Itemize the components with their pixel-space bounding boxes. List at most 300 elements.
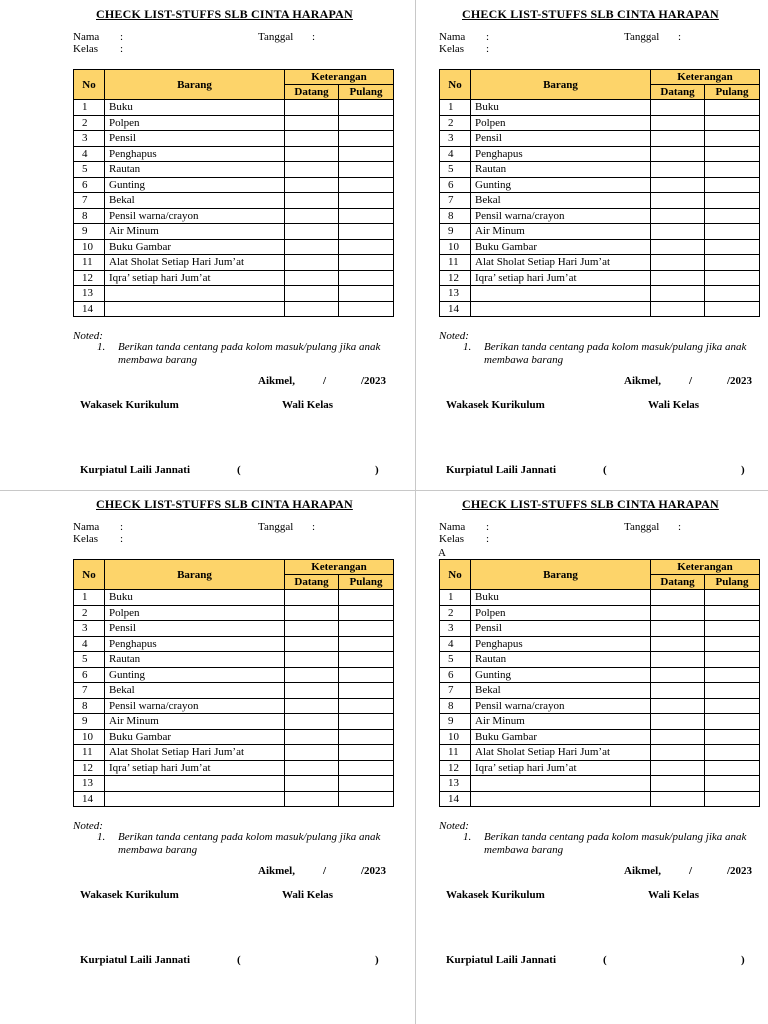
pulang-checkbox-cell bbox=[705, 301, 760, 317]
table-row bbox=[440, 115, 760, 131]
table-row bbox=[74, 745, 394, 761]
row-number: 9 bbox=[74, 714, 105, 730]
header-keterangan: Keterangan bbox=[651, 70, 760, 85]
noted-text: Berikan tanda centang pada kolom masuk/pulang jika anak membawa barang bbox=[484, 341, 747, 366]
noted-number: 1. bbox=[463, 831, 472, 843]
date-slash: / bbox=[323, 375, 327, 387]
row-item: Bekal bbox=[105, 683, 285, 699]
row-item: Air Minum bbox=[105, 714, 285, 730]
kelas-label: Kelas bbox=[73, 533, 99, 545]
kelas-label: Kelas bbox=[73, 43, 99, 55]
datang-checkbox-cell bbox=[285, 760, 339, 776]
row-item: Pensil bbox=[471, 621, 651, 637]
signature-role-left: Wakasek Kurikulum bbox=[446, 889, 545, 901]
pulang-checkbox-cell bbox=[705, 683, 760, 699]
datang-checkbox-cell bbox=[651, 131, 705, 147]
pulang-checkbox-cell bbox=[705, 667, 760, 683]
row-item: Pensil warna/crayon bbox=[471, 698, 651, 714]
card-title: CHECK LIST-STUFFS SLB CINTA HARAPAN bbox=[462, 497, 719, 511]
row-number: 10 bbox=[440, 239, 471, 255]
pulang-checkbox-cell bbox=[705, 115, 760, 131]
pulang-checkbox-cell bbox=[705, 177, 760, 193]
noted-label: Noted: bbox=[439, 330, 469, 342]
tanggal-colon: : bbox=[678, 521, 682, 533]
table-row bbox=[74, 146, 394, 162]
datang-checkbox-cell bbox=[285, 146, 339, 162]
table-row bbox=[74, 177, 394, 193]
header-pulang: Pulang bbox=[339, 85, 394, 100]
row-number: 11 bbox=[440, 255, 471, 271]
datang-checkbox-cell bbox=[285, 745, 339, 761]
signature-role-right: Wali Kelas bbox=[282, 889, 334, 901]
row-item: Polpen bbox=[105, 605, 285, 621]
table-row bbox=[74, 698, 394, 714]
datang-checkbox-cell bbox=[285, 729, 339, 745]
row-number: 2 bbox=[440, 115, 471, 131]
row-item: Iqra’ setiap hari Jum’at bbox=[471, 270, 651, 286]
signature-role-left: Wakasek Kurikulum bbox=[446, 399, 545, 411]
row-number: 5 bbox=[440, 162, 471, 178]
datang-checkbox-cell bbox=[651, 729, 705, 745]
signature-paren-close: ) bbox=[375, 464, 379, 476]
row-number: 4 bbox=[74, 636, 105, 652]
pulang-checkbox-cell bbox=[705, 208, 760, 224]
signature-role-right: Wali Kelas bbox=[282, 399, 334, 411]
nama-label: Nama bbox=[73, 31, 100, 43]
datang-checkbox-cell bbox=[651, 146, 705, 162]
table-row bbox=[74, 270, 394, 286]
row-number: 2 bbox=[74, 605, 105, 621]
row-number: 7 bbox=[74, 683, 105, 699]
table-row bbox=[74, 208, 394, 224]
table-row bbox=[74, 162, 394, 178]
row-number: 9 bbox=[440, 714, 471, 730]
table-row bbox=[74, 729, 394, 745]
pulang-checkbox-cell bbox=[705, 100, 760, 116]
row-number: 11 bbox=[74, 745, 105, 761]
row-item: Polpen bbox=[105, 115, 285, 131]
row-item: Pensil bbox=[105, 621, 285, 637]
row-number: 12 bbox=[74, 760, 105, 776]
nama-colon: : bbox=[486, 521, 490, 533]
date-year: /2023 bbox=[361, 865, 387, 877]
datang-checkbox-cell bbox=[651, 193, 705, 209]
row-number: 4 bbox=[74, 146, 105, 162]
table-row bbox=[74, 301, 394, 317]
signature-role-right: Wali Kelas bbox=[648, 399, 700, 411]
row-number: 8 bbox=[74, 208, 105, 224]
header-keterangan: Keterangan bbox=[285, 560, 394, 575]
datang-checkbox-cell bbox=[651, 255, 705, 271]
row-item: Alat Sholat Setiap Hari Jum’at bbox=[105, 745, 285, 761]
row-number: 8 bbox=[440, 208, 471, 224]
datang-checkbox-cell bbox=[651, 714, 705, 730]
table-row bbox=[440, 776, 760, 792]
row-item: Iqra’ setiap hari Jum’at bbox=[105, 270, 285, 286]
datang-checkbox-cell bbox=[285, 605, 339, 621]
row-number: 4 bbox=[440, 636, 471, 652]
pulang-checkbox-cell bbox=[705, 270, 760, 286]
tanggal-colon: : bbox=[312, 31, 316, 43]
kelas-colon: : bbox=[486, 43, 490, 55]
header-datang: Datang bbox=[651, 575, 705, 590]
signature-paren-close: ) bbox=[375, 954, 379, 966]
pulang-checkbox-cell bbox=[705, 590, 760, 606]
pulang-checkbox-cell bbox=[705, 146, 760, 162]
table-row bbox=[440, 590, 760, 606]
row-item: Buku bbox=[105, 100, 285, 116]
datang-checkbox-cell bbox=[285, 683, 339, 699]
table-row bbox=[74, 760, 394, 776]
row-item: Air Minum bbox=[471, 224, 651, 240]
row-item bbox=[105, 301, 285, 317]
datang-checkbox-cell bbox=[651, 590, 705, 606]
pulang-checkbox-cell bbox=[705, 131, 760, 147]
row-number: 13 bbox=[440, 286, 471, 302]
row-number: 9 bbox=[440, 224, 471, 240]
table-row bbox=[74, 605, 394, 621]
row-item: Gunting bbox=[105, 667, 285, 683]
datang-checkbox-cell bbox=[651, 208, 705, 224]
row-number: 11 bbox=[440, 745, 471, 761]
datang-checkbox-cell bbox=[285, 776, 339, 792]
header-no: No bbox=[440, 70, 471, 100]
datang-checkbox-cell bbox=[651, 286, 705, 302]
table-row bbox=[74, 667, 394, 683]
table-row bbox=[440, 131, 760, 147]
row-item bbox=[471, 301, 651, 317]
noted-text: Berikan tanda centang pada kolom masuk/pulang jika anak membawa barang bbox=[118, 831, 381, 856]
header-keterangan: Keterangan bbox=[651, 560, 760, 575]
row-number: 3 bbox=[440, 131, 471, 147]
table-row bbox=[74, 224, 394, 240]
pulang-checkbox-cell bbox=[705, 636, 760, 652]
header-barang: Barang bbox=[105, 70, 285, 100]
pulang-checkbox-cell bbox=[705, 224, 760, 240]
table-row bbox=[74, 286, 394, 302]
row-item: Pensil bbox=[471, 131, 651, 147]
header-datang: Datang bbox=[285, 575, 339, 590]
place-label: Aikmel, bbox=[624, 865, 661, 877]
row-number: 4 bbox=[440, 146, 471, 162]
pulang-checkbox-cell bbox=[705, 652, 760, 668]
table-row bbox=[440, 667, 760, 683]
datang-checkbox-cell bbox=[651, 239, 705, 255]
date-slash: / bbox=[689, 375, 693, 387]
datang-checkbox-cell bbox=[651, 605, 705, 621]
kelas-colon: : bbox=[486, 533, 490, 545]
row-number: 10 bbox=[74, 239, 105, 255]
row-item: Air Minum bbox=[105, 224, 285, 240]
row-number: 5 bbox=[74, 652, 105, 668]
table-row bbox=[440, 255, 760, 271]
header-no: No bbox=[74, 70, 105, 100]
stray-letter: A bbox=[438, 547, 446, 559]
datang-checkbox-cell bbox=[285, 791, 339, 807]
row-item bbox=[105, 776, 285, 792]
date-slash: / bbox=[323, 865, 327, 877]
row-item: Penghapus bbox=[471, 146, 651, 162]
datang-checkbox-cell bbox=[285, 621, 339, 637]
tanggal-label: Tanggal bbox=[258, 521, 294, 533]
noted-number: 1. bbox=[97, 831, 106, 843]
header-datang: Datang bbox=[285, 85, 339, 100]
pulang-checkbox-cell bbox=[705, 760, 760, 776]
row-item: Buku Gambar bbox=[105, 239, 285, 255]
row-item bbox=[105, 791, 285, 807]
row-number: 10 bbox=[440, 729, 471, 745]
datang-checkbox-cell bbox=[285, 270, 339, 286]
place-label: Aikmel, bbox=[258, 865, 295, 877]
datang-checkbox-cell bbox=[285, 193, 339, 209]
signature-role-left: Wakasek Kurikulum bbox=[80, 889, 179, 901]
row-number: 14 bbox=[440, 791, 471, 807]
table-row bbox=[74, 652, 394, 668]
datang-checkbox-cell bbox=[285, 177, 339, 193]
row-item: Buku Gambar bbox=[105, 729, 285, 745]
row-item: Pensil warna/crayon bbox=[105, 208, 285, 224]
pulang-checkbox-cell bbox=[705, 255, 760, 271]
checklist-card bbox=[0, 490, 387, 980]
row-number: 3 bbox=[74, 131, 105, 147]
signature-name-left: Kurpiatul Laili Jannati bbox=[446, 954, 557, 966]
datang-checkbox-cell bbox=[651, 760, 705, 776]
pulang-checkbox-cell bbox=[705, 621, 760, 637]
datang-checkbox-cell bbox=[285, 286, 339, 302]
row-item: Pensil warna/crayon bbox=[471, 208, 651, 224]
row-item: Rautan bbox=[105, 652, 285, 668]
nama-label: Nama bbox=[439, 521, 466, 533]
noted-text: Berikan tanda centang pada kolom masuk/pulang jika anak membawa barang bbox=[484, 831, 747, 856]
table-row bbox=[440, 286, 760, 302]
row-item: Rautan bbox=[471, 652, 651, 668]
row-item: Iqra’ setiap hari Jum’at bbox=[105, 760, 285, 776]
row-number: 6 bbox=[440, 667, 471, 683]
noted-number: 1. bbox=[97, 341, 106, 353]
signature-paren-open: ( bbox=[603, 954, 607, 966]
datang-checkbox-cell bbox=[651, 270, 705, 286]
row-number: 2 bbox=[74, 115, 105, 131]
table-row bbox=[440, 270, 760, 286]
table-row bbox=[440, 100, 760, 116]
row-number: 8 bbox=[74, 698, 105, 714]
datang-checkbox-cell bbox=[651, 683, 705, 699]
datang-checkbox-cell bbox=[285, 131, 339, 147]
noted-label: Noted: bbox=[73, 330, 103, 342]
signature-paren-open: ( bbox=[237, 464, 241, 476]
row-number: 13 bbox=[74, 776, 105, 792]
header-no: No bbox=[440, 560, 471, 590]
table-row bbox=[440, 745, 760, 761]
row-item: Air Minum bbox=[471, 714, 651, 730]
signature-role-left: Wakasek Kurikulum bbox=[80, 399, 179, 411]
pulang-checkbox-cell bbox=[705, 745, 760, 761]
datang-checkbox-cell bbox=[651, 791, 705, 807]
row-item: Penghapus bbox=[105, 146, 285, 162]
row-number: 1 bbox=[440, 100, 471, 116]
datang-checkbox-cell bbox=[651, 115, 705, 131]
row-number: 1 bbox=[74, 590, 105, 606]
kelas-colon: : bbox=[120, 43, 124, 55]
row-item: Polpen bbox=[471, 605, 651, 621]
table-row bbox=[440, 729, 760, 745]
table-row bbox=[440, 193, 760, 209]
datang-checkbox-cell bbox=[651, 698, 705, 714]
tanggal-colon: : bbox=[678, 31, 682, 43]
header-pulang: Pulang bbox=[705, 85, 760, 100]
row-number: 7 bbox=[440, 683, 471, 699]
tanggal-label: Tanggal bbox=[258, 31, 294, 43]
signature-paren-close: ) bbox=[741, 464, 745, 476]
signature-paren-close: ) bbox=[741, 954, 745, 966]
datang-checkbox-cell bbox=[651, 224, 705, 240]
table-row bbox=[440, 239, 760, 255]
row-item: Alat Sholat Setiap Hari Jum’at bbox=[471, 745, 651, 761]
signature-name-left: Kurpiatul Laili Jannati bbox=[446, 464, 557, 476]
row-number: 3 bbox=[440, 621, 471, 637]
table-row bbox=[440, 683, 760, 699]
datang-checkbox-cell bbox=[285, 636, 339, 652]
datang-checkbox-cell bbox=[651, 776, 705, 792]
noted-label: Noted: bbox=[73, 820, 103, 832]
checklist-table bbox=[73, 69, 394, 317]
pulang-checkbox-cell bbox=[705, 791, 760, 807]
row-item: Buku Gambar bbox=[471, 729, 651, 745]
row-number: 12 bbox=[440, 760, 471, 776]
row-number: 1 bbox=[440, 590, 471, 606]
pulang-checkbox-cell bbox=[705, 286, 760, 302]
row-item: Bekal bbox=[471, 193, 651, 209]
nama-label: Nama bbox=[439, 31, 466, 43]
table-row bbox=[440, 208, 760, 224]
date-slash: / bbox=[689, 865, 693, 877]
table-row bbox=[74, 791, 394, 807]
header-datang: Datang bbox=[651, 85, 705, 100]
table-row bbox=[74, 100, 394, 116]
datang-checkbox-cell bbox=[285, 239, 339, 255]
datang-checkbox-cell bbox=[651, 301, 705, 317]
place-label: Aikmel, bbox=[624, 375, 661, 387]
datang-checkbox-cell bbox=[651, 621, 705, 637]
datang-checkbox-cell bbox=[651, 177, 705, 193]
row-item: Bekal bbox=[471, 683, 651, 699]
table-row bbox=[440, 636, 760, 652]
header-no: No bbox=[74, 560, 105, 590]
row-number: 3 bbox=[74, 621, 105, 637]
pulang-checkbox-cell bbox=[705, 714, 760, 730]
datang-checkbox-cell bbox=[651, 636, 705, 652]
pulang-checkbox-cell bbox=[705, 162, 760, 178]
datang-checkbox-cell bbox=[651, 100, 705, 116]
table-row bbox=[440, 760, 760, 776]
checklist-table bbox=[439, 559, 760, 807]
row-number: 5 bbox=[74, 162, 105, 178]
table-row bbox=[74, 239, 394, 255]
pulang-checkbox-cell bbox=[705, 698, 760, 714]
checklist-card bbox=[366, 490, 753, 980]
row-item: Buku bbox=[471, 100, 651, 116]
row-item: Rautan bbox=[471, 162, 651, 178]
table-row bbox=[74, 193, 394, 209]
datang-checkbox-cell bbox=[285, 652, 339, 668]
datang-checkbox-cell bbox=[285, 224, 339, 240]
noted-number: 1. bbox=[463, 341, 472, 353]
datang-checkbox-cell bbox=[285, 162, 339, 178]
row-number: 11 bbox=[74, 255, 105, 271]
row-number: 7 bbox=[440, 193, 471, 209]
table-row bbox=[74, 255, 394, 271]
table-row bbox=[440, 177, 760, 193]
kelas-label: Kelas bbox=[439, 43, 465, 55]
signature-paren-open: ( bbox=[603, 464, 607, 476]
row-item: Gunting bbox=[471, 667, 651, 683]
row-item: Alat Sholat Setiap Hari Jum’at bbox=[105, 255, 285, 271]
nama-colon: : bbox=[120, 31, 124, 43]
table-row bbox=[440, 224, 760, 240]
row-item: Buku bbox=[471, 590, 651, 606]
checklist-table bbox=[439, 69, 760, 317]
card-title: CHECK LIST-STUFFS SLB CINTA HARAPAN bbox=[462, 7, 719, 21]
datang-checkbox-cell bbox=[651, 652, 705, 668]
table-row bbox=[74, 776, 394, 792]
row-number: 14 bbox=[74, 791, 105, 807]
row-number: 12 bbox=[440, 270, 471, 286]
row-item: Bekal bbox=[105, 193, 285, 209]
row-number: 5 bbox=[440, 652, 471, 668]
row-number: 14 bbox=[74, 301, 105, 317]
row-number: 2 bbox=[440, 605, 471, 621]
table-row bbox=[440, 621, 760, 637]
nama-label: Nama bbox=[73, 521, 100, 533]
datang-checkbox-cell bbox=[285, 100, 339, 116]
row-item: Pensil warna/crayon bbox=[105, 698, 285, 714]
noted-text: Berikan tanda centang pada kolom masuk/pulang jika anak membawa barang bbox=[118, 341, 381, 366]
nama-colon: : bbox=[486, 31, 490, 43]
header-barang: Barang bbox=[471, 560, 651, 590]
date-year: /2023 bbox=[727, 375, 753, 387]
pulang-checkbox-cell bbox=[705, 239, 760, 255]
checklist-card bbox=[0, 0, 387, 490]
row-number: 6 bbox=[440, 177, 471, 193]
date-year: /2023 bbox=[361, 375, 387, 387]
row-number: 10 bbox=[74, 729, 105, 745]
row-item: Polpen bbox=[471, 115, 651, 131]
signature-name-left: Kurpiatul Laili Jannati bbox=[80, 464, 191, 476]
pulang-checkbox-cell bbox=[705, 729, 760, 745]
noted-label: Noted: bbox=[439, 820, 469, 832]
row-item: Alat Sholat Setiap Hari Jum’at bbox=[471, 255, 651, 271]
row-number: 6 bbox=[74, 177, 105, 193]
table-row bbox=[74, 683, 394, 699]
table-row bbox=[74, 115, 394, 131]
header-pulang: Pulang bbox=[705, 575, 760, 590]
row-number: 1 bbox=[74, 100, 105, 116]
datang-checkbox-cell bbox=[651, 667, 705, 683]
table-row bbox=[440, 162, 760, 178]
pulang-checkbox-cell bbox=[705, 776, 760, 792]
pulang-checkbox-cell bbox=[705, 605, 760, 621]
datang-checkbox-cell bbox=[651, 162, 705, 178]
header-keterangan: Keterangan bbox=[285, 70, 394, 85]
row-item: Buku bbox=[105, 590, 285, 606]
row-number: 9 bbox=[74, 224, 105, 240]
checklist-card bbox=[366, 0, 753, 490]
datang-checkbox-cell bbox=[285, 667, 339, 683]
datang-checkbox-cell bbox=[285, 208, 339, 224]
header-pulang: Pulang bbox=[339, 575, 394, 590]
header-barang: Barang bbox=[471, 70, 651, 100]
datang-checkbox-cell bbox=[285, 301, 339, 317]
